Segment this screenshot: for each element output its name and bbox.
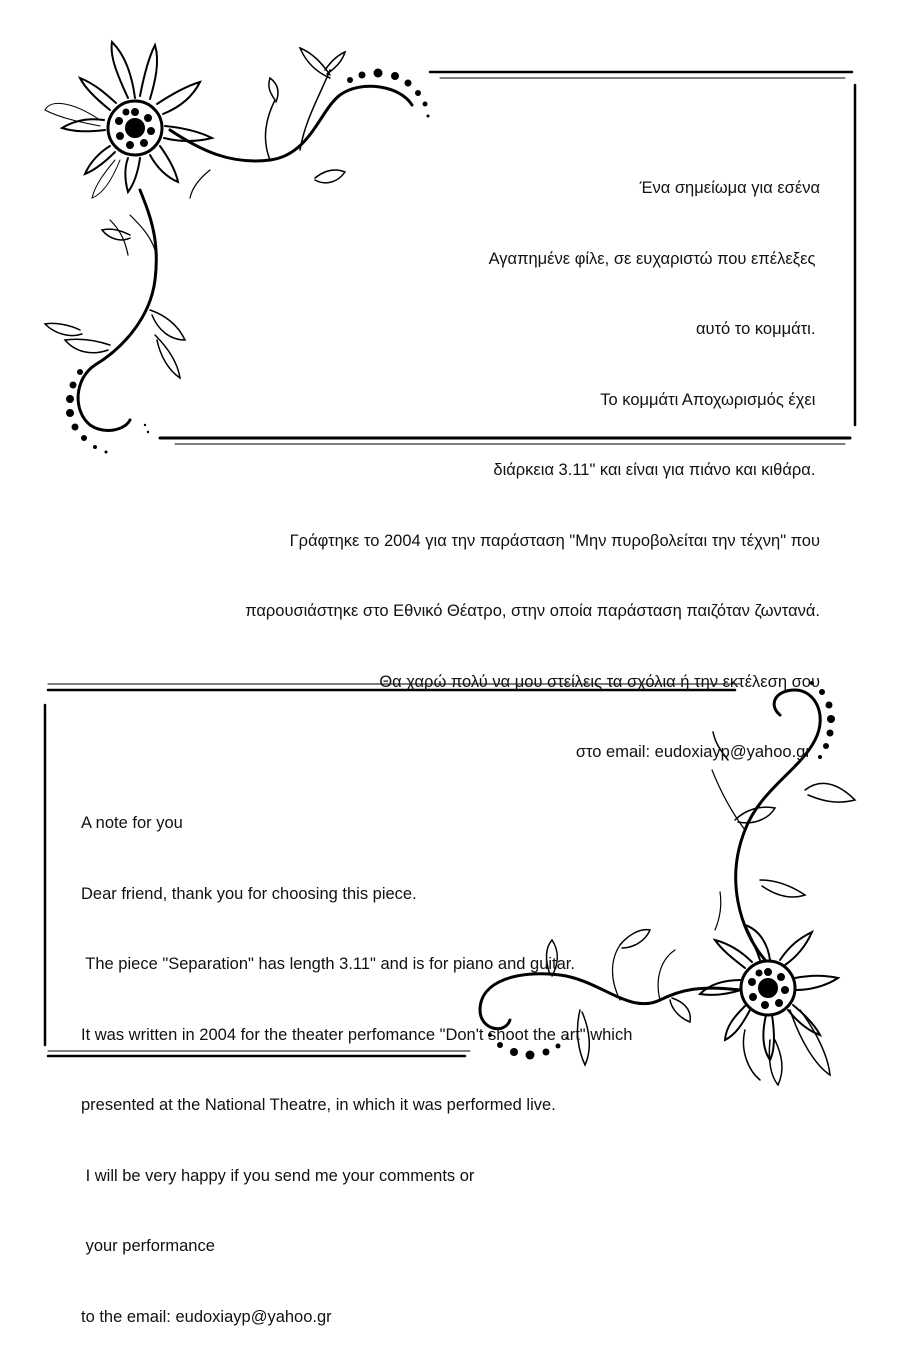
greek-note-line: Το κομμάτι Αποχωρισμός έχει xyxy=(600,390,820,409)
greek-note-line: αυτό το κομμάτι. xyxy=(695,320,820,338)
greek-note-email-line: στο email: eudoxiayp@yahoo.gr xyxy=(575,743,820,761)
greek-note-text xyxy=(245,130,820,788)
english-note-line: The piece "Separation" has length 3.11" and is for piano and guitar. xyxy=(81,955,575,973)
greek-note-title: Ένα σημείωμα για εσένα xyxy=(639,179,820,197)
greek-note-line: Αγαπημένε φίλε, σε ευχαριστώ που επέλεξες xyxy=(488,249,820,268)
english-note-title: A note for you xyxy=(81,814,183,832)
english-note-line: It was written in 2004 for the theater perfomance "Don't shoot the art" which xyxy=(81,1025,633,1044)
greek-note-line: Θα χαρώ πολύ να μου στείλεις τα σχόλια ή την εκτέλεση σου xyxy=(379,672,820,691)
english-note-text xyxy=(81,765,632,1353)
greek-note-line: παρουσιάστηκε στο Εθνικό Θέατρο, στην οποία παράσταση παιζόταν ζωντανά. xyxy=(245,602,820,620)
english-note-line: your performance xyxy=(81,1237,215,1255)
greek-note-line: διάρκεια 3.11" και είναι για πιάνο και κιθάρα. xyxy=(493,461,820,479)
english-note-line: I will be very happy if you send me your comments or xyxy=(81,1166,475,1185)
english-note-line: Dear friend, thank you for choosing this piece. xyxy=(81,884,417,903)
english-note-line: presented at the National Theatre, in which it was performed live. xyxy=(81,1096,556,1114)
english-note-email-line: to the email: eudoxiayp@yahoo.gr xyxy=(81,1307,332,1326)
greek-note-line: Γράφτηκε το 2004 για την παράσταση "Μην πυροβολείται την τέχνη" που xyxy=(289,531,820,550)
